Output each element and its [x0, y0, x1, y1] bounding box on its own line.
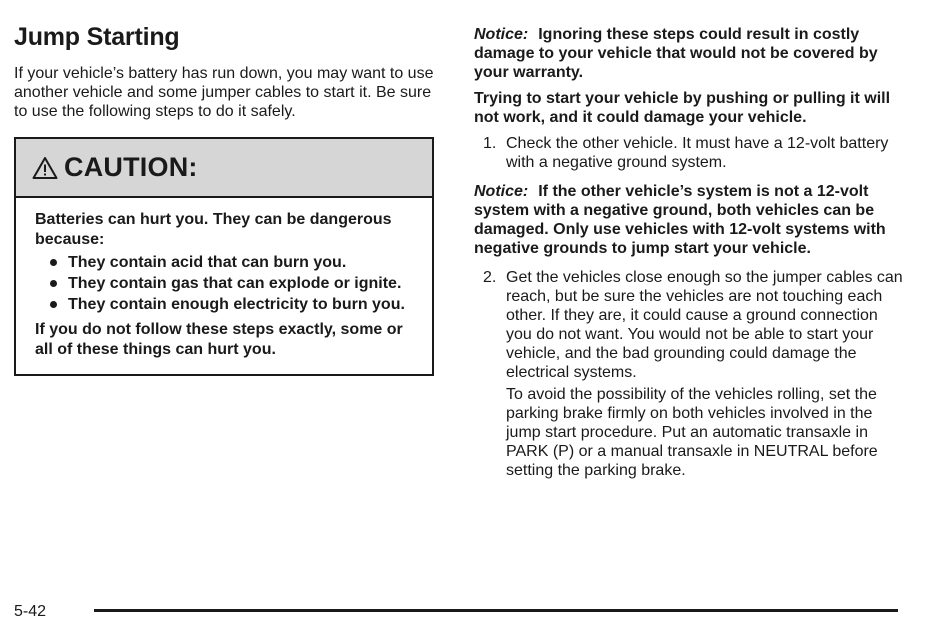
step-text: Get the vehicles close enough so the jumper cables can reach, but be sure the vehicles are not touching each other. If they are, it could cause a ground connection you do not want. You would not be able to start your vehicle, and the bad grounding could damage the electrical systems. — [506, 269, 903, 381]
caution-bullet: They contain gas that can explode or ignite. — [35, 274, 414, 294]
caution-header — [16, 139, 432, 198]
step-2-subparagraph: To avoid the possibility of the vehicles rolling, set the parking brake firmly on both vehicles involved in the jump start procedure. Put an automatic transaxle in PARK (P) or a manual transaxle in NEUTRAL before setting the parking brake. — [506, 386, 878, 479]
notice-label: Notice: — [474, 26, 529, 43]
caution-lead: Batteries can hurt you. They can be dangerous because: — [35, 211, 392, 248]
caution-bullet: They contain enough electricity to burn you. — [35, 295, 414, 315]
caution-body — [16, 198, 432, 374]
notice-text: If the other vehicle’s system is not a 12-volt system with a negative ground, both vehicles can be damaged. Only use vehicles with 12-volt systems with negative grounds to jump start your vehicle. — [474, 183, 886, 257]
page-number: 5-42 — [14, 603, 47, 620]
section-title: Jump Starting — [14, 23, 180, 51]
step-text: Check the other vehicle. It must have a 12-volt battery with a negative ground system. — [506, 135, 889, 171]
caution-bullet-list — [35, 253, 414, 315]
caution-box — [14, 137, 434, 376]
caution-closing: If you do not follow these steps exactly, some or all of these things can hurt you. — [35, 321, 403, 358]
right-column — [474, 25, 904, 480]
left-column — [14, 22, 438, 376]
caution-title: CAUTION: — [64, 152, 198, 182]
footer-rule — [94, 609, 898, 612]
step-2 — [474, 268, 904, 382]
caution-bullet: They contain acid that can burn you. — [35, 253, 414, 273]
notice-text: Ignoring these steps could result in costly damage to your vehicle that would not be covered by your warranty. — [474, 26, 878, 81]
notice-warranty — [474, 25, 904, 82]
warning-triangle-icon — [32, 156, 58, 180]
step-1 — [474, 134, 904, 172]
step-number: 2. — [483, 269, 497, 286]
push-start-warning: Trying to start your vehicle by pushing or pulling it will not work, and it could damage your vehicle. — [474, 90, 891, 126]
notice-label: Notice: — [474, 183, 529, 200]
step-number: 1. — [483, 135, 497, 152]
notice-12-volt — [474, 182, 904, 258]
intro-paragraph: If your vehicle’s battery has run down, you may want to use another vehicle and some jumper cables to start it. Be sure to use the following steps to do it safely. — [14, 65, 434, 120]
